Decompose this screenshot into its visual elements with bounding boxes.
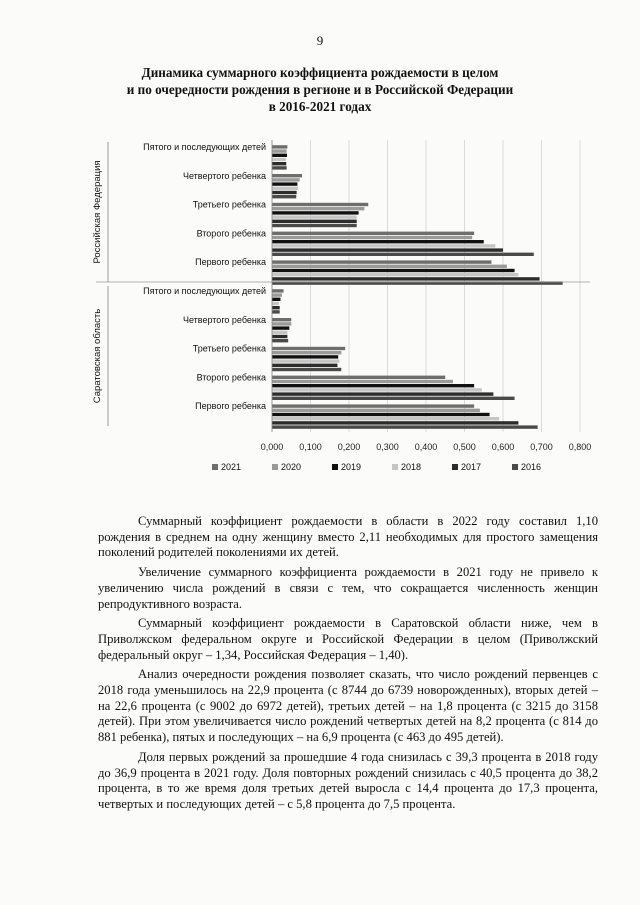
bar-2020 [272,322,291,325]
bar-2017 [272,306,280,309]
legend-label: 2019 [341,462,362,472]
bar-2018 [272,331,287,334]
bar-2016 [272,368,341,371]
bar-2021 [272,347,345,350]
bar-2020 [272,236,472,239]
bar-2018 [272,302,279,305]
paragraph: Суммарный коэффициент рождаемости в Саратовской области ниже, чем в Приволжском федеральном округе и Российской Федерации в целом (Приволжский федеральный округ – 1,34, Российская Федерация – 1,40). [98,616,598,662]
bar-2016 [272,310,280,313]
bar-2021 [272,174,302,177]
bar-2021 [272,232,474,235]
bar-2018 [272,273,518,276]
category-label: Четвертого ребенка [182,170,266,181]
bar-2019 [272,413,490,416]
category-label: Второго ребенка [196,228,266,239]
chart-title-line-3: в 2016-2021 годах [268,99,372,114]
bar-2019 [272,211,359,214]
bar-2017 [272,162,286,165]
bar-2016 [272,166,287,169]
bar-2017 [272,277,540,280]
x-tick-label: 0,400 [414,442,438,452]
category-label: Четвертого ребенка [182,314,266,325]
legend-label: 2018 [401,462,422,472]
x-tick-label: 0,800 [568,442,592,452]
bar-2017 [272,364,337,367]
paragraph: Доля первых рождений за прошедшие 4 года снизилась с 39,3 процента в 2018 году до 36,9 процента в 2021 году. Доля повторных рождений снизилась с 40,5 процента до 38,2 процента, в то же время доля третьих детей выросла с 14,4 процента до 17,3 процента, четвертых и последующих детей – с 5,8 процента до 7,5 процента. [98,749,598,811]
bar-2021 [272,376,445,379]
x-tick-label: 0,600 [491,442,515,452]
bar-2020 [272,380,453,383]
bar-2020 [272,265,507,268]
bar-2016 [272,425,538,428]
category-label: Третьего ребенка [192,199,266,210]
category-label: Третьего ребенка [192,343,266,354]
x-tick-label: 0,200 [337,442,361,452]
bar-2020 [272,207,364,210]
bar-2020 [272,293,282,296]
bar-2021 [272,145,287,148]
x-tick-label: 0,700 [530,442,553,452]
fertility-bar-chart [90,132,610,492]
bar-2018 [272,417,499,420]
bar-2017 [272,392,493,395]
legend-label: 2017 [461,462,482,472]
group-label: Саратовская область [92,308,103,404]
bar-2016 [272,195,296,198]
legend-swatch-2020 [272,464,278,470]
legend-swatch-2019 [332,464,338,470]
x-tick-label: 0,000 [260,442,284,452]
bar-2016 [272,224,357,227]
category-label: Второго ребенка [196,372,266,383]
bar-2019 [272,240,484,243]
bar-2018 [272,215,357,218]
bar-2017 [272,421,518,424]
bar-2016 [272,253,534,256]
category-label: Пятого и последующих детей [143,142,266,152]
body-text [98,514,598,817]
bar-2019 [272,326,289,329]
bar-2019 [272,384,474,387]
page-number: 9 [316,33,324,48]
bar-2019 [272,182,297,185]
bar-2017 [272,220,357,223]
legend-label: 2020 [281,462,302,472]
chart-title [100,64,540,115]
bar-2020 [272,178,300,181]
category-label: Первого ребенка [195,257,266,268]
category-label: Первого ребенка [195,401,266,412]
bar-2020 [272,351,341,354]
bar-2016 [272,397,515,400]
bar-2021 [272,318,291,321]
chart-title-line-2: и по очередности рождения в регионе и в Российской Федерации [126,82,514,97]
x-tick-label: 0,300 [376,442,399,452]
paragraph: Увеличение суммарного коэффициента рождаемости в 2021 году не привело к увеличению числа рождений в связи с тем, что сокращается численность женщин репродуктивного возраста. [98,565,598,611]
x-tick-label: 0,100 [299,442,322,452]
bar-2016 [272,339,288,342]
bar-2018 [272,158,286,161]
bar-2020 [272,409,480,412]
legend-swatch-2018 [392,464,398,470]
group-label: Российская Федерация [92,160,103,264]
category-label: Пятого и последующих детей [143,286,266,296]
legend-swatch-2017 [452,464,458,470]
bar-2020 [272,149,287,152]
legend-label: 2016 [521,462,542,472]
bar-2017 [272,335,287,338]
chart-title-line-1: Динамика суммарного коэффициента рождаемости в целом [141,65,499,80]
bar-2019 [272,154,287,157]
legend-label: 2021 [221,462,242,472]
bar-2017 [272,191,297,194]
bar-2019 [272,298,280,301]
bar-2018 [272,244,495,247]
bar-2018 [272,187,298,190]
bar-2019 [272,269,515,272]
bar-2021 [272,203,368,206]
bar-2019 [272,355,338,358]
x-tick-label: 0,500 [453,442,476,452]
bar-2021 [272,404,474,407]
bar-2021 [272,260,491,263]
bar-2021 [272,289,284,292]
bar-2017 [272,248,503,251]
paragraph: Суммарный коэффициент рождаемости в области в 2022 году составил 1,10 рождения в среднем на одну женщину вместо 2,11 необходимых для простого замещения поколений родителей поколениями их детей. [98,514,598,560]
bar-2018 [272,359,339,362]
legend-swatch-2016 [512,464,518,470]
paragraph: Анализ очередности рождения позволяет сказать, что число рождений первенцев с 2018 года уменьшилось на 22,9 процента (с 8744 до 6739 новорожденных), вторых детей – на 22,6 процента (с 9002 до 6972 детей), третьих детей – на 1,8 процента (с 3215 до 3158 детей). При этом увеличивается число рождений четвертых детей на 8,2 процента (с 814 до 881 ребенка), пятых и последующих – на 6,9 процента (с 463 до 495 детей). [98,667,598,745]
bar-2018 [272,388,482,391]
legend-swatch-2021 [212,464,218,470]
